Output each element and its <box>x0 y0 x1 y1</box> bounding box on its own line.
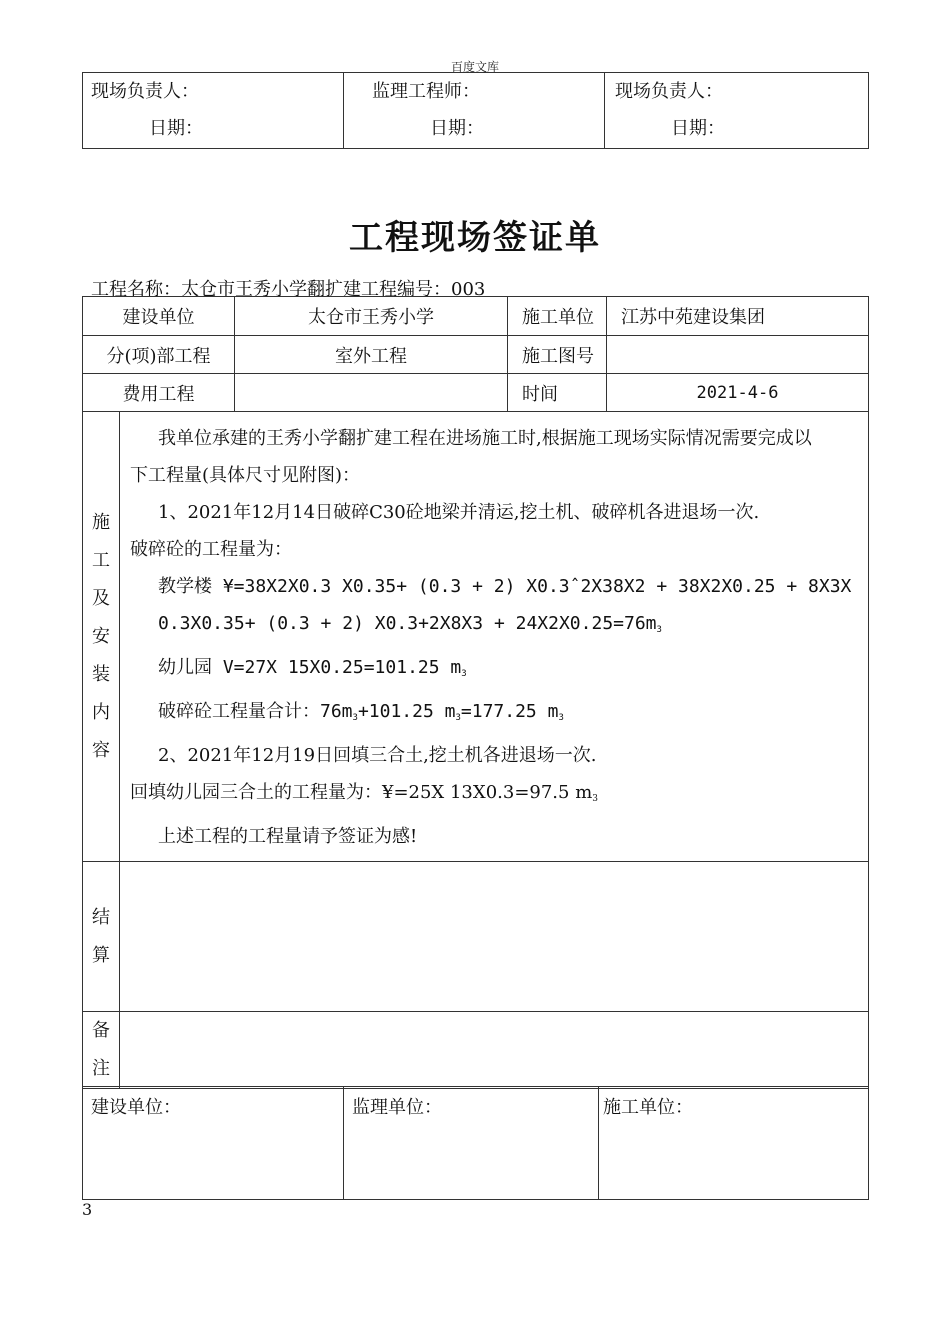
unit-superscript: 3 <box>455 713 461 723</box>
drawing-number-label: 施工图号 <box>508 336 607 374</box>
unit-superscript: 3 <box>352 713 358 723</box>
formula-1a: 教学楼 ¥=38X2X0.3 X0.35+ (0.3 + 2) X0.3ˆ2X38X2 + 38X2X0.25 + 8X3X <box>158 576 852 597</box>
cost-project-value <box>235 374 508 412</box>
formula-2 <box>130 649 860 693</box>
build-unit-label: 建设单位 <box>83 297 235 336</box>
content-section-label <box>83 412 120 862</box>
formula-2-text: 幼儿园 V=27X 15X0.25=101.25 m <box>158 657 462 678</box>
unit-superscript: 3 <box>592 794 599 804</box>
top-sign-date-1: 日期： <box>149 118 203 139</box>
bottom-sign-build-label: 建设单位： <box>91 1097 181 1118</box>
top-sign-cell-1 <box>83 73 344 149</box>
bottom-sign-construct-label: 施工单位： <box>603 1097 693 1118</box>
time-value: 2021-4-6 <box>607 374 869 412</box>
bottom-sign-supervise-label: 监理单位： <box>352 1097 442 1118</box>
content-label-char: 容 <box>92 739 110 761</box>
top-signature-table <box>82 72 869 149</box>
item-2: 2、2021年12月19日回填三合土,挖土机各进退场一次. <box>158 745 597 766</box>
content-label-char: 装 <box>92 663 110 685</box>
drawing-number-value <box>607 336 869 374</box>
top-sign-cell-2 <box>344 73 605 149</box>
sub-project-label: 分(项)部工程 <box>83 336 235 374</box>
page-header-source: 百度文库 <box>450 60 499 74</box>
total-part-a: 破碎砼工程量合计：76m <box>158 701 353 722</box>
item-2-sub <box>130 774 860 818</box>
project-name-value: 太仓市王秀小学翻扩建工程 <box>181 279 397 300</box>
intro-line-1: 我单位承建的王秀小学翻扩建工程在进场施工时,根据施工现场实际情况需要完成以 <box>158 428 812 449</box>
time-label: 时间 <box>508 374 607 412</box>
project-number-value: 003 <box>451 279 486 300</box>
item-1-sub: 破碎砼的工程量为： <box>130 539 292 560</box>
remarks-label-char: 备 <box>92 1020 110 1041</box>
content-label-char: 内 <box>92 701 110 723</box>
item-1: 1、2021年12月14日破碎C30砼地梁并清运,挖土机、破碎机各进退场一次. <box>158 502 760 523</box>
document-title: 工程现场签证单 <box>349 218 601 258</box>
project-number-label: 编号： <box>397 279 451 300</box>
top-sign-role-3: 现场负责人： <box>615 81 723 102</box>
bottom-signature-table <box>82 1086 869 1200</box>
content-label-char: 施 <box>92 511 110 533</box>
build-unit-value: 太仓市王秀小学 <box>235 297 508 336</box>
formula-1b <box>130 605 860 649</box>
top-sign-role-2: 监理工程师： <box>372 81 480 102</box>
closing-line: 上述工程的工程量请予签证为感! <box>158 826 418 847</box>
remarks-body <box>120 1012 869 1089</box>
bottom-sign-supervise <box>344 1087 599 1200</box>
page-number: 3 <box>82 1200 93 1219</box>
content-body <box>120 412 869 862</box>
intro-line-2: 下工程量(具体尺寸见附图)： <box>130 465 361 486</box>
content-label-char: 工 <box>92 549 110 571</box>
settlement-body <box>120 862 869 1012</box>
settlement-label-char: 结 <box>92 906 110 928</box>
construct-unit-label: 施工单位 <box>508 297 607 336</box>
sub-project-value: 室外工程 <box>235 336 508 374</box>
top-sign-cell-3 <box>605 73 869 149</box>
bottom-sign-construct <box>599 1087 869 1200</box>
total-part-b: +101.25 m <box>357 701 456 722</box>
top-sign-date-2: 日期： <box>430 118 484 139</box>
bottom-sign-build <box>83 1087 344 1200</box>
project-name-label: 工程名称： <box>91 279 181 300</box>
cost-project-label: 费用工程 <box>83 374 235 412</box>
remarks-label-char: 注 <box>92 1058 110 1079</box>
construct-unit-value: 江苏中苑建设集团 <box>607 297 869 336</box>
settlement-label-char: 算 <box>92 944 110 966</box>
item-2-sub-text: 回填幼儿园三合土的工程量为：¥=25X 13X0.3=97.5 m <box>130 782 593 803</box>
unit-superscript: 3 <box>558 713 564 723</box>
unit-superscript: 3 <box>461 669 467 679</box>
total-line <box>130 693 860 737</box>
content-label-char: 安 <box>92 625 110 647</box>
visa-form-table <box>82 296 869 1089</box>
top-sign-role-1: 现场负责人： <box>91 81 199 102</box>
remarks-label <box>83 1012 120 1089</box>
unit-superscript: 3 <box>656 625 662 635</box>
settlement-label <box>83 862 120 1012</box>
formula-1b-text: 0.3X0.35+ (0.3 + 2) X0.3+2X8X3 + 24X2X0.25=76m <box>158 613 657 634</box>
total-part-c: =177.25 m <box>460 701 559 722</box>
content-label-char: 及 <box>92 587 110 609</box>
top-sign-date-3: 日期： <box>671 118 725 139</box>
